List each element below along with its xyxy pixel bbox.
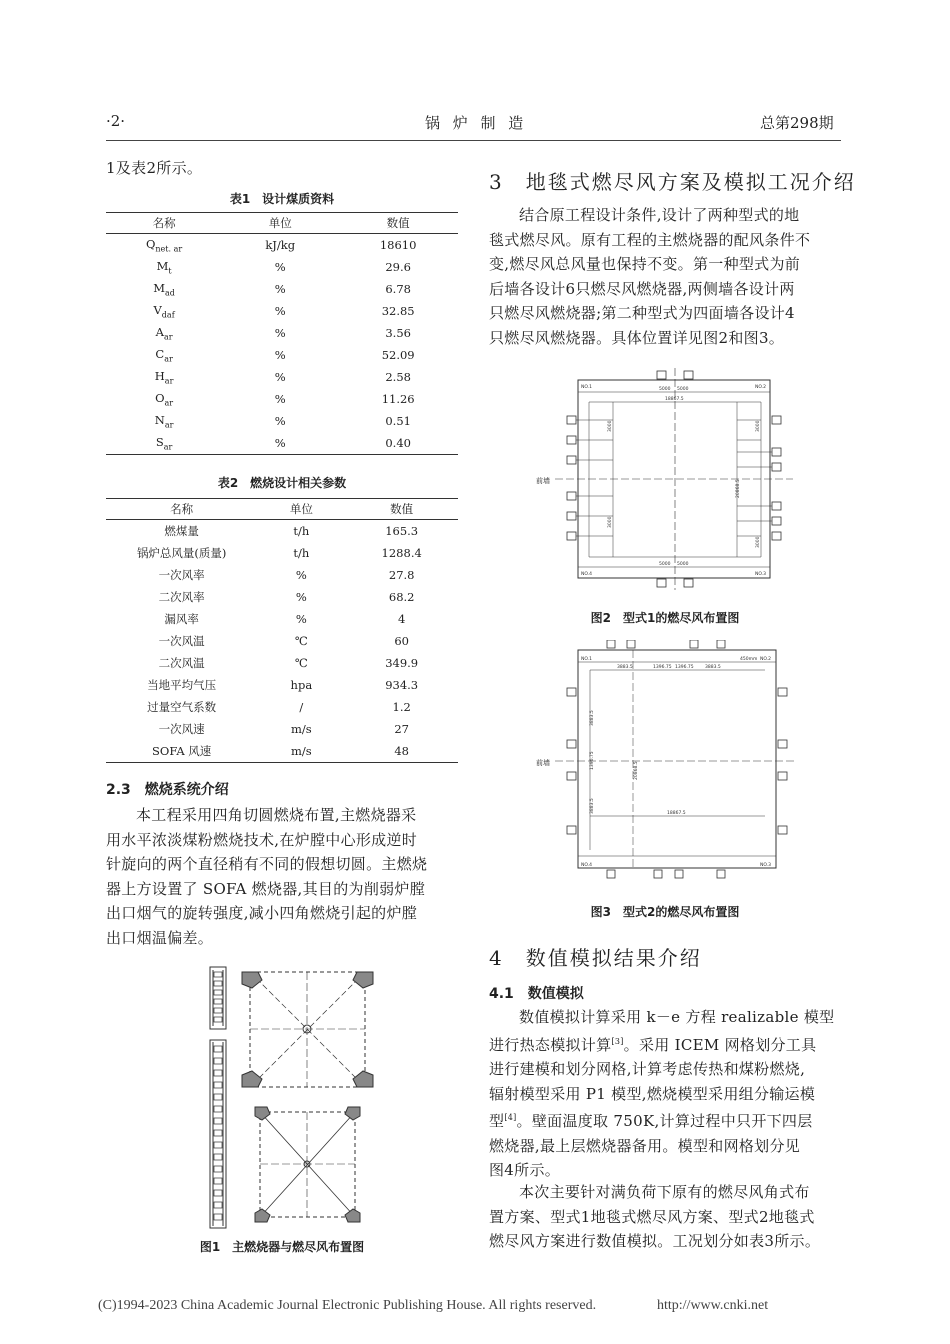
table2-caption: 表2 燃烧设计相关参数: [217, 476, 347, 490]
sec3-line: 只燃尽风燃烧器。具体位置详见图2和图3。: [489, 328, 785, 347]
cell-name: $M_t$: [156, 258, 172, 276]
fig3-dim-corner: 450mm: [740, 657, 758, 662]
cell-name: 当地平均气压: [147, 678, 217, 692]
section-4-1-para-2: [489, 1180, 841, 1254]
cell-name: $C_{ar}$: [155, 346, 173, 364]
cell-name: 一次风率: [158, 568, 205, 582]
cell-unit: %: [295, 568, 307, 582]
cell-unit: /: [299, 700, 304, 714]
fig2-dim-pair: 5000: [677, 387, 689, 392]
cell-name: SOFA 风速: [106, 740, 257, 763]
p1-line: 图4所示。: [489, 1161, 561, 1179]
cell-value: 6.78: [385, 282, 411, 296]
cell-unit: t/h: [293, 524, 310, 538]
section-4-1-title: 4.1 数值模拟: [489, 986, 584, 1002]
cell-unit: %: [295, 590, 307, 604]
fig2-dim-row: 3000: [608, 516, 613, 528]
figure-3-caption: 图3 型式2的燃尽风布置图: [590, 905, 740, 919]
cnki-link[interactable]: http://www.cnki.net: [657, 1298, 769, 1313]
table2-col-name: 名称: [106, 499, 257, 520]
cell-unit: hpa: [290, 678, 313, 692]
cell-name: 漏风率: [164, 612, 199, 626]
cell-name: 二次风率: [158, 590, 205, 604]
fig2-dim-row: 3000: [608, 420, 613, 432]
fig3-corner-label: NO.2: [760, 657, 772, 662]
cell-name: 燃煤量: [164, 524, 199, 538]
p1-line: 进行建模和划分网格,计算考虑传热和煤粉燃烧,: [489, 1060, 806, 1078]
cell-name: $N_{ar}$: [154, 412, 174, 430]
table2-col-value: 数值: [345, 499, 458, 520]
fig2-dim-side: 20868.5: [736, 479, 741, 498]
table2-row: [106, 740, 458, 763]
fig2-corner-label: NO.3: [755, 572, 767, 577]
cell-unit: kJ/kg: [265, 238, 296, 252]
cell-unit: %: [274, 282, 286, 296]
table2-row: [106, 696, 458, 718]
cell-value: 165.3: [385, 524, 419, 538]
fig2-corner-label: NO.2: [755, 385, 767, 390]
fig3-corner-label: NO.4: [581, 863, 593, 868]
cell-value: 27: [394, 722, 409, 736]
cell-unit: %: [274, 348, 286, 362]
table1-row: [106, 256, 458, 278]
table1-col-unit: 单位: [222, 213, 338, 234]
cell-unit: %: [274, 414, 286, 428]
p1-line: 进行热态模拟计算[3]。采用 ICEM 网格划分工具: [489, 1035, 817, 1054]
section-4-title: 4 数值模拟结果介绍: [489, 946, 702, 970]
cell-value: 0.51: [385, 414, 411, 428]
cell-unit: ℃: [294, 656, 308, 670]
figure-2-caption: 图2 型式1的燃尽风布置图: [590, 611, 740, 625]
p1-line: 燃烧器,最上层燃烧器备用。模型和网格划分见: [489, 1136, 801, 1155]
table1-row: [106, 344, 458, 366]
cell-value: 934.3: [385, 678, 419, 692]
sec23-line: 本工程采用四角切圆燃烧布置,主燃烧器采: [136, 806, 417, 824]
table2-row: [106, 520, 458, 543]
cell-name: $S_{ar}$: [106, 432, 222, 455]
issue-number: 总第298期: [760, 114, 834, 132]
fig3-dim-side: 20868.5: [634, 761, 639, 780]
cell-unit: t/h: [293, 546, 310, 560]
cell-value: 3.56: [385, 326, 411, 340]
sec23-line: 针旋向的两个直径稍有不同的假想切圆。主燃烧: [106, 855, 428, 873]
cell-value: 11.26: [381, 392, 415, 406]
cell-name: 一次风温: [158, 634, 205, 648]
table1-row: [106, 322, 458, 344]
table2-row: [106, 542, 458, 564]
cell-unit: %: [274, 326, 286, 340]
fig3-dim-top: 3883.5: [705, 665, 721, 670]
cell-unit: %: [274, 304, 286, 318]
section-3-body: [489, 203, 841, 350]
sec23-line: 用水平浓淡煤粉燃烧技术,在炉膛中心形成逆时: [106, 830, 418, 849]
table2-row: [106, 608, 458, 630]
cell-unit: %: [274, 260, 286, 274]
citation-ref[interactable]: [4]: [504, 1113, 517, 1122]
cell-unit: ℃: [294, 634, 308, 648]
cell-value: 1.2: [392, 700, 411, 714]
section-2-3-title: 2.3 燃烧系统介绍: [106, 782, 229, 798]
fig3-corner-label: NO.1: [581, 657, 593, 662]
intro-text: 1及表2所示。: [106, 159, 203, 177]
cell-unit: %: [274, 392, 286, 406]
fig2-dim-row: 3000: [756, 536, 761, 548]
copyright-notice: (C)1994-2023 China Academic Journal Electronic Publishing House. All rights reserved.: [98, 1298, 597, 1313]
fig2-dim-pair: 5000: [659, 387, 671, 392]
fig3-dim-top: 3883.5: [617, 665, 633, 670]
table1-row: [106, 432, 458, 455]
sec23-line: 出口烟温偏差。: [106, 928, 214, 947]
cell-value: 68.2: [388, 590, 415, 604]
fig2-corner-label: NO.1: [581, 385, 593, 390]
journal-title: 锅 炉 制 造: [425, 114, 528, 132]
figure-2-drawing: [555, 368, 795, 600]
section-2-3-body: [106, 803, 458, 950]
table2-row: [106, 674, 458, 696]
fig2-dim-row: 3000: [756, 420, 761, 432]
sec23-line: 出口烟气的旋转强度,减小四角燃烧引起的炉膛: [106, 904, 418, 922]
table1-col-value: 数值: [338, 213, 458, 234]
fig3-dim-left: 1396.75: [590, 751, 595, 770]
fig3-corner-label: NO.3: [760, 863, 772, 868]
cell-value: 4: [398, 612, 406, 626]
fig3-dim-left: 3883.5: [590, 710, 595, 726]
cell-unit: m/s: [291, 722, 312, 736]
table1-row: [106, 234, 458, 257]
fig2-wall-label: 前墙: [536, 477, 550, 485]
sec23-line: 器上方设置了 SOFA 燃烧器,其目的为削弱炉膛: [106, 879, 426, 898]
cell-unit: %: [274, 370, 286, 384]
table2-row: [106, 718, 458, 740]
fig2-dim-pair: 5000: [677, 562, 689, 567]
cell-name: 锅炉总风量(质量): [136, 546, 227, 560]
figure-1-caption: 图1 主燃烧器与燃尽风布置图: [199, 1240, 365, 1254]
table1-row: [106, 388, 458, 410]
fig2-dim-top: 18867.5: [665, 397, 684, 402]
figure-1-drawing: [200, 962, 380, 1230]
fig3-wall-label: 前墙: [536, 759, 550, 767]
p1-line: 数值模拟计算采用 k－e 方程 realizable 模型: [519, 1008, 835, 1026]
table2: [106, 498, 458, 763]
sec3-line: 结合原工程设计条件,设计了两种型式的地: [519, 206, 800, 224]
cell-value: 48: [345, 740, 458, 763]
sec3-line: 后墙各设计6只燃尽风燃烧器,两侧墙各设计两: [489, 279, 795, 298]
table2-row: [106, 652, 458, 674]
cell-name: $Q_{net. ar}$: [145, 236, 183, 254]
cell-value: 2.58: [385, 370, 411, 384]
table1-row: [106, 278, 458, 300]
cell-name: $O_{ar}$: [155, 390, 174, 408]
table1: [106, 212, 458, 455]
table2-col-unit: 单位: [257, 499, 345, 520]
fig3-dim-mid: 18867.5: [667, 811, 686, 816]
sec3-line: 毯式燃尽风。原有工程的主燃烧器的配风条件不: [489, 230, 811, 249]
table1-col-name: 名称: [106, 213, 222, 234]
table2-row: [106, 630, 458, 652]
cell-value: 349.9: [385, 656, 419, 670]
p2-line: 置方案、型式1地毯式燃尽风方案、型式2地毯式: [489, 1207, 815, 1226]
fig2-corner-label: NO.4: [581, 572, 593, 577]
cell-name: $A_{ar}$: [155, 324, 173, 342]
table1-row: [106, 300, 458, 322]
cell-unit: m/s: [257, 740, 345, 763]
cell-name: 二次风温: [158, 656, 205, 670]
cell-value: 32.85: [381, 304, 415, 318]
fig3-dim-top: 1396.75: [675, 665, 694, 670]
table1-caption: 表1 设计煤质资料: [229, 192, 335, 206]
cell-value: 52.09: [381, 348, 415, 362]
cell-value: 1288.4: [381, 546, 422, 560]
cell-value: 60: [394, 634, 409, 648]
page-number: ·2·: [106, 112, 126, 130]
fig3-dim-top: 1396.75: [653, 665, 672, 670]
section-4-1-para-1: [489, 1005, 841, 1183]
cell-name: $M_{ad}$: [153, 280, 175, 298]
citation-ref[interactable]: [3]: [611, 1036, 624, 1046]
cell-name: $H_{ar}$: [154, 368, 174, 386]
fig3-dim-left: 3883.5: [590, 798, 595, 814]
cell-unit: %: [222, 432, 338, 455]
sec3-line: 只燃尽风燃烧器;第二种型式为四面墙各设计4: [489, 304, 795, 322]
cell-value: 27.8: [388, 568, 415, 582]
figure-3-drawing: [555, 640, 795, 890]
sec3-line: 变,燃尽风总风量也保持不变。第一种型式为前: [489, 255, 801, 273]
section-3-title: 3 地毯式燃尽风方案及模拟工况介绍: [489, 170, 856, 194]
cell-unit: %: [295, 612, 307, 626]
table1-row: [106, 366, 458, 388]
header-rule: [106, 140, 841, 141]
cell-name: 一次风速: [158, 722, 205, 736]
cell-value: 29.6: [385, 260, 411, 274]
cell-name: 过量空气系数: [147, 700, 217, 714]
p1-line: 辐射模型采用 P1 模型,燃烧模型采用组分输运模: [489, 1084, 816, 1103]
cell-name: $V_{daf}$: [153, 302, 175, 320]
p2-line: 本次主要针对满负荷下原有的燃尽风角式布: [519, 1183, 810, 1201]
cell-value: 18610: [379, 238, 417, 252]
p2-line: 燃尽风方案进行数值模拟。工况划分如表3所示。: [489, 1232, 821, 1250]
p1-line: 型[4]。壁面温度取 750K,计算过程中只开下四层: [489, 1112, 813, 1130]
table1-row: [106, 410, 458, 432]
cell-value: 0.40: [338, 432, 458, 455]
table2-row: [106, 564, 458, 586]
table2-row: [106, 586, 458, 608]
fig2-dim-pair: 5000: [659, 562, 671, 567]
